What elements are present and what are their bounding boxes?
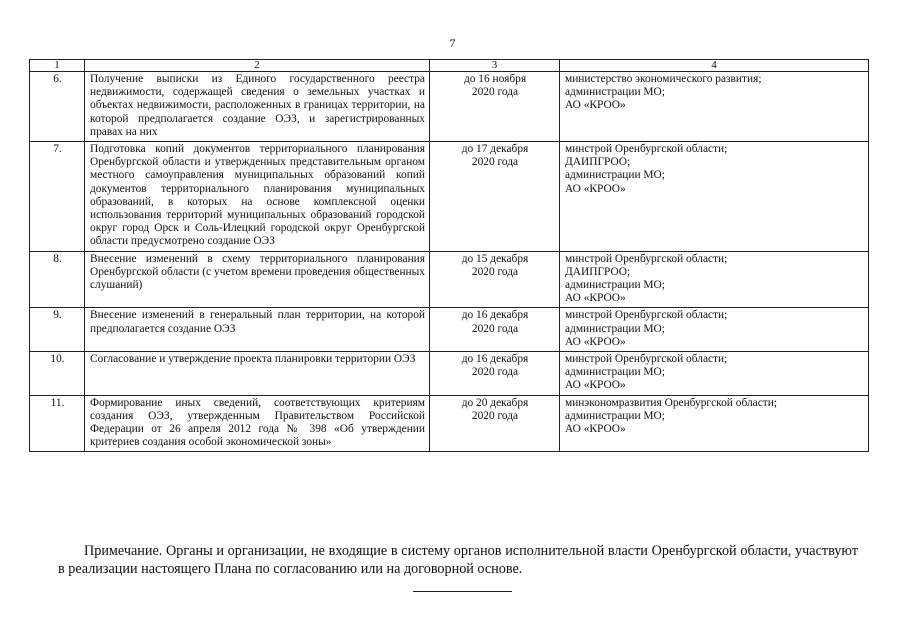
table-row (30, 142, 869, 252)
table-row (30, 395, 869, 452)
column-header: 1 (30, 60, 85, 72)
row-number: 8. (30, 251, 85, 308)
deadline-date: до 20 декабря (461, 396, 529, 409)
executor: минэкономразвития Оренбургской области; (565, 396, 777, 409)
table-row (30, 72, 869, 142)
column-header: 2 (85, 60, 430, 72)
executor: администрации МО; (565, 409, 665, 422)
deadline-date: до 16 ноября (463, 73, 527, 85)
executors-cell (560, 142, 869, 252)
deadline-date: до 17 декабря (461, 143, 529, 156)
task-description: Формирование иных сведений, соответствующих критериям создания ОЭЗ, утвержденным Правительством Российской Федерации от 26 апреля 2012 года № 398 «Об утверждении критериев создания особой экономической зоны» (85, 395, 430, 452)
task-description: Получение выписки из Единого государственного реестра недвижимости, содержащей сведения о земельных участках и объектах недвижимости, расположенных в границах территории, на которой предполагается создание ОЭЗ, и зарегистрированных правах на них (85, 72, 430, 142)
task-description: Внесение изменений в генеральный план территории, на которой предполагается создание ОЭЗ (85, 308, 430, 352)
row-number: 9. (30, 308, 85, 352)
executor: АО «КРОО» (565, 99, 626, 112)
executor: АО «КРОО» (565, 423, 626, 436)
executor: минстрой Оренбургской области; (565, 143, 728, 156)
plan-table (29, 59, 869, 452)
executor: администрации МО; (565, 322, 665, 335)
end-divider (413, 591, 512, 592)
deadline-year: 2020 года (471, 265, 519, 278)
deadline-date: до 16 декабря (461, 353, 529, 366)
executor: минстрой Оренбургской области; (565, 309, 728, 322)
executors-cell (560, 251, 869, 308)
table-header-row (30, 60, 869, 72)
executors-cell (560, 72, 869, 142)
executor: ДАИПГРОО; (565, 265, 631, 278)
table-row (30, 352, 869, 396)
executors-cell (560, 395, 869, 452)
deadline-year: 2020 года (471, 322, 519, 335)
executor: администрации МО; (565, 366, 665, 379)
deadline-cell (430, 142, 560, 252)
page-number: 7 (449, 36, 456, 50)
deadline-date: до 16 декабря (461, 309, 529, 322)
deadline-date: до 15 декабря (461, 252, 529, 265)
executor: ДАИПГРОО; (565, 156, 631, 169)
footnote-note: Примечание. Органы и организации, не входящие в систему органов исполнительной власти Оренбургской области, участвуют в реализации настоящего Плана по согласованию или на договорной основе. (58, 543, 858, 577)
deadline-year: 2020 года (471, 156, 519, 169)
executor: администрации МО; (565, 169, 665, 182)
executor: минстрой Оренбургской области; (565, 252, 728, 265)
row-number: 7. (30, 142, 85, 252)
deadline-cell (430, 395, 560, 452)
row-number: 10. (30, 352, 85, 396)
deadline-year: 2020 года (471, 409, 519, 422)
executor: министерство экономического развития; (565, 73, 762, 85)
deadline-year: 2020 года (471, 86, 519, 99)
deadline-cell (430, 251, 560, 308)
executor: минстрой Оренбургской области; (565, 353, 728, 366)
task-description: Внесение изменений в схему территориального планирования Оренбургской области (с учетом времени проведения общественных слушаний) (85, 251, 430, 308)
executor: АО «КРОО» (565, 182, 626, 195)
deadline-cell (430, 352, 560, 396)
deadline-cell (430, 308, 560, 352)
task-description: Подготовка копий документов территориального планирования Оренбургской области и утвержденных представительным органом местного самоуправления муниципальных образований копий документов территориального планирования муниципальных образований, в которых на основе комплексной оценки использования территорий муниципальных образований городской округ город Орск и Соль-Илецкий городской округ Оренбургской области предусмотрено создание ОЭЗ (85, 142, 430, 252)
column-header: 4 (560, 60, 869, 72)
executor: АО «КРОО» (565, 335, 626, 348)
executor: АО «КРОО» (565, 292, 626, 305)
row-number: 6. (30, 72, 85, 142)
executor: АО «КРОО» (565, 379, 626, 392)
executors-cell (560, 308, 869, 352)
deadline-cell (430, 72, 560, 142)
row-number: 11. (30, 395, 85, 452)
task-description: Согласование и утверждение проекта планировки территории ОЭЗ (85, 352, 430, 396)
executors-cell (560, 352, 869, 396)
deadline-year: 2020 года (471, 366, 519, 379)
table-row (30, 251, 869, 308)
column-header: 3 (430, 60, 560, 72)
executor: администрации МО; (565, 279, 665, 292)
executor: администрации МО; (565, 86, 665, 99)
table-row (30, 308, 869, 352)
